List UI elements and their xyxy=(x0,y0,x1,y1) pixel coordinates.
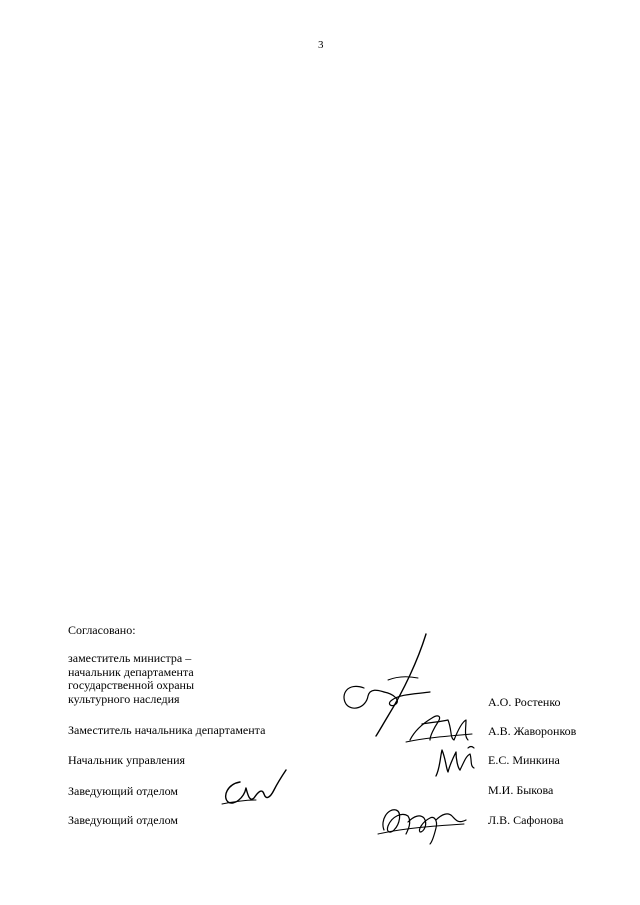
signatory-position xyxy=(68,814,178,828)
signatory-position xyxy=(68,785,178,799)
position-line: государственной охраны xyxy=(68,678,195,692)
position-line: Начальник управления xyxy=(68,753,186,767)
signatory-position xyxy=(68,754,185,768)
signature-safonova xyxy=(374,800,470,844)
signatory-name: Е.С. Минкина xyxy=(488,753,560,767)
position-line: культурного наследия xyxy=(68,691,180,706)
page-number: 3 xyxy=(318,39,324,51)
signature-minkina xyxy=(432,742,478,780)
position-line: начальник департамента xyxy=(68,664,194,679)
signatory-name: М.И. Быкова xyxy=(488,783,554,797)
position-line: заместитель министра – xyxy=(68,651,192,665)
signature-zhavoronkov xyxy=(404,710,476,746)
position-line: Заведующий отделом xyxy=(68,813,178,827)
signatory-name: А.О. Ростенко xyxy=(488,695,561,709)
position-line: Заведующий отделом xyxy=(68,784,178,798)
approval-heading: Согласовано: xyxy=(68,623,136,637)
position-line: Заместитель начальника департамента xyxy=(68,723,266,737)
approval-block xyxy=(68,0,628,905)
signature-bykova xyxy=(218,768,290,808)
signatory-name: Л.В. Сафонова xyxy=(488,813,564,827)
signatory-position xyxy=(68,724,265,738)
signatory-name: А.В. Жаворонков xyxy=(488,724,577,738)
signatory-position xyxy=(68,652,194,706)
